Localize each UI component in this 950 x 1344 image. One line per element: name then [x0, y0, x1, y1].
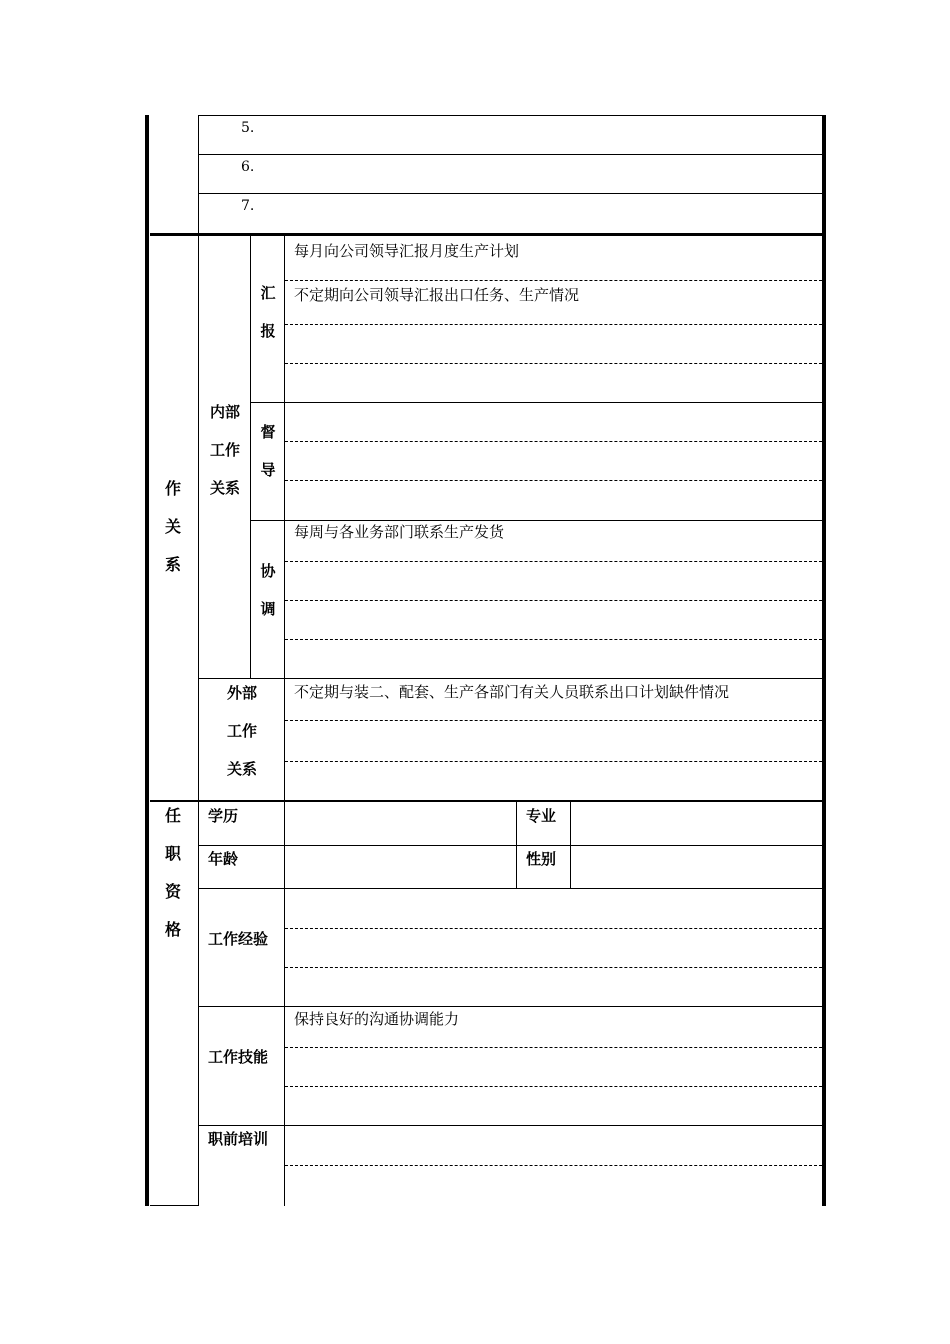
- report-label: 汇 报: [260, 284, 276, 340]
- supervise-label: 督 导: [260, 423, 276, 479]
- age-label: 年龄: [208, 850, 239, 868]
- external-line-1: 不定期与装二、配套、生产各部门有关人员联系出口计划缺件情况: [294, 683, 730, 701]
- skills-label: 工作技能: [208, 1048, 269, 1066]
- coordinate-line-1: 每周与各业务部门联系生产发货: [294, 523, 505, 541]
- major-label: 专业: [526, 807, 557, 825]
- report-line-2: 不定期向公司领导汇报出口任务、生产情况: [294, 286, 580, 304]
- training-label: 职前培训: [208, 1130, 269, 1148]
- row-number-6: 6.: [241, 159, 255, 175]
- external-relations-label: 外部 工作 关系: [226, 684, 257, 778]
- experience-label: 工作经验: [208, 930, 269, 948]
- education-label: 学历: [208, 807, 239, 825]
- row-number-7: 7.: [241, 198, 255, 214]
- qualifications-section-label: 任 职 资 格: [164, 806, 181, 939]
- report-line-1: 每月向公司领导汇报月度生产计划: [294, 242, 520, 260]
- work-relations-section-label: 作 关 系: [164, 479, 181, 574]
- internal-relations-label: 内部 工作 关系: [209, 403, 240, 497]
- coordinate-label: 协 调: [260, 562, 276, 618]
- gender-label: 性别: [526, 850, 557, 868]
- skills-line-1: 保持良好的沟通协调能力: [294, 1010, 460, 1028]
- row-number-5: 5.: [241, 120, 255, 136]
